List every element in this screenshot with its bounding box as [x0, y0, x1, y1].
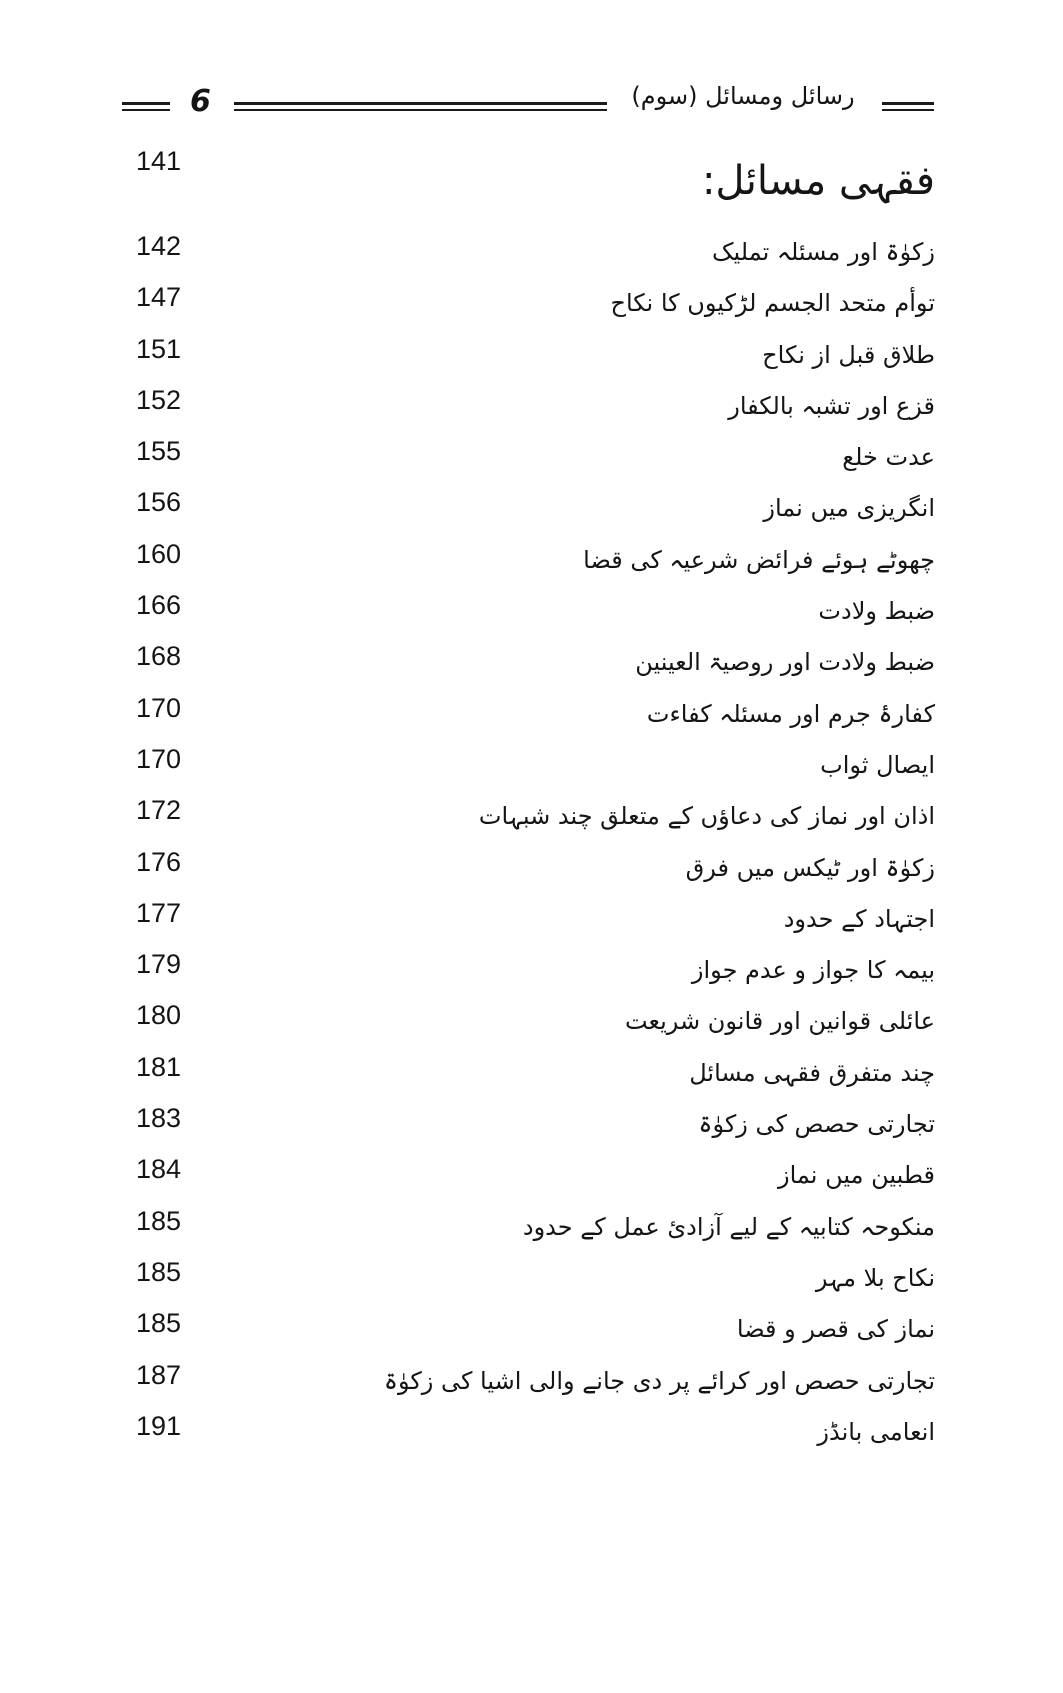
toc-entry-title: منکوحہ کتابیہ کے لیے آزادیٔ عمل کے حدود [522, 1212, 935, 1241]
toc-entry-title: بیمہ کا جواز و عدم جواز [691, 956, 935, 985]
toc-entry-title: تجارتی حصص کی زکوٰۃ [698, 1110, 935, 1139]
toc-entry-title: ضبط ولادت اور روصیۃ العینین [635, 648, 935, 677]
toc-page-number: 176 [136, 846, 182, 877]
toc-entry-title: چند متفرق فقہی مسائل [689, 1058, 935, 1087]
toc-entry-title: طلاق قبل از نکاح [762, 340, 935, 369]
toc-entry [0, 1203, 1063, 1254]
toc-entry-title: چھوٹے ہوئے فرائض شرعیہ کی قضا [583, 545, 935, 574]
toc-entry [0, 1305, 1063, 1356]
toc-entry [0, 536, 1063, 587]
toc-entry [0, 587, 1063, 638]
toc-page-number: 187 [136, 1359, 182, 1390]
toc-entry [0, 741, 1063, 792]
toc-page-number: 183 [136, 1103, 182, 1134]
toc-entry-title: اذان اور نماز کی دعاؤں کے متعلق چند شبہات [478, 802, 935, 831]
toc-page-number: 180 [136, 1000, 182, 1031]
toc-page-number: 147 [136, 282, 182, 313]
toc-entry [0, 638, 1063, 689]
toc-list [0, 228, 1063, 1459]
toc-entry [0, 792, 1063, 843]
toc-page-number: 172 [136, 795, 182, 826]
section-heading: فقہی مسائل: [701, 158, 935, 204]
toc-page-number: 160 [136, 538, 182, 569]
toc-page-number: 185 [136, 1256, 182, 1287]
toc-entry-title: اجتہاد کے حدود [783, 904, 935, 933]
toc-entry-title: توأم متحد الجسم لڑکیوں کا نکاح [610, 289, 935, 318]
toc-entry-title: عائلی قوانین اور قانون شریعت [624, 1007, 935, 1036]
toc-entry [0, 997, 1063, 1048]
toc-page-number: 170 [136, 692, 182, 723]
toc-entry-title: انگریزی میں نماز [763, 494, 935, 523]
toc-entry-title: نکاح بلا مہر [815, 1263, 935, 1292]
toc-page-number: 152 [136, 384, 182, 415]
toc-entry [0, 844, 1063, 895]
toc-page-number: 170 [136, 743, 182, 774]
header-rule-right [882, 102, 934, 111]
header-rule-middle [234, 102, 607, 111]
toc-entry-title: قزع اور تشبہ بالکفار [728, 391, 935, 420]
toc-entry-title: زکوٰۃ اور ٹیکس میں فرق [685, 853, 935, 882]
toc-entry [0, 382, 1063, 433]
toc-page-number: 168 [136, 641, 182, 672]
toc-entry-title: زکوٰۃ اور مسئلہ تملیک [712, 238, 935, 266]
toc-page-number: 185 [136, 1205, 182, 1236]
toc-page-number: 185 [136, 1308, 182, 1339]
toc-page-number: 177 [136, 897, 182, 928]
toc-entry-title: ایصال ثواب [820, 750, 935, 779]
toc-page-number: 156 [136, 487, 182, 518]
toc-entry-title: عدت خلع [842, 443, 935, 472]
toc-page-number: 151 [136, 333, 182, 364]
toc-entry [0, 228, 1063, 279]
toc-entry [0, 279, 1063, 330]
toc-page-number: 191 [136, 1410, 182, 1441]
header-rule-left [122, 102, 170, 111]
toc-entry [0, 690, 1063, 741]
toc-page-number: 179 [136, 949, 182, 980]
toc-entry [0, 433, 1063, 484]
page-number: 6 [190, 84, 211, 119]
toc-entry [0, 331, 1063, 382]
running-title: رسائل ومسائل (سوم) [631, 82, 855, 110]
toc-entry [0, 1408, 1063, 1459]
toc-entry-title: قطبین میں نماز [778, 1161, 935, 1190]
toc-page-number: 142 [136, 231, 182, 261]
toc-entry [0, 1100, 1063, 1151]
toc-entry-title: کفارۂ جرم اور مسئلہ کفاءت [646, 699, 935, 728]
toc-entry-title: انعامی بانڈز [817, 1417, 935, 1446]
toc-entry-title: ضبط ولادت [818, 597, 935, 626]
toc-entry-title: نماز کی قصر و قضا [736, 1315, 935, 1344]
toc-entry [0, 1254, 1063, 1305]
toc-entry [0, 1357, 1063, 1408]
running-header [122, 82, 934, 124]
section-heading-page: 141 [136, 146, 182, 176]
toc-entry [0, 1049, 1063, 1100]
toc-entry [0, 1151, 1063, 1202]
toc-entry-title: تجارتی حصص اور کرائے پر دی جانے والی اشیا کی زکوٰۃ [383, 1366, 935, 1395]
toc-entry [0, 946, 1063, 997]
toc-entry [0, 895, 1063, 946]
toc-page-number: 155 [136, 436, 182, 467]
toc-entry [0, 484, 1063, 535]
toc-page-number: 184 [136, 1154, 182, 1185]
toc-page-number: 166 [136, 590, 182, 621]
toc-page-number: 181 [136, 1051, 182, 1082]
